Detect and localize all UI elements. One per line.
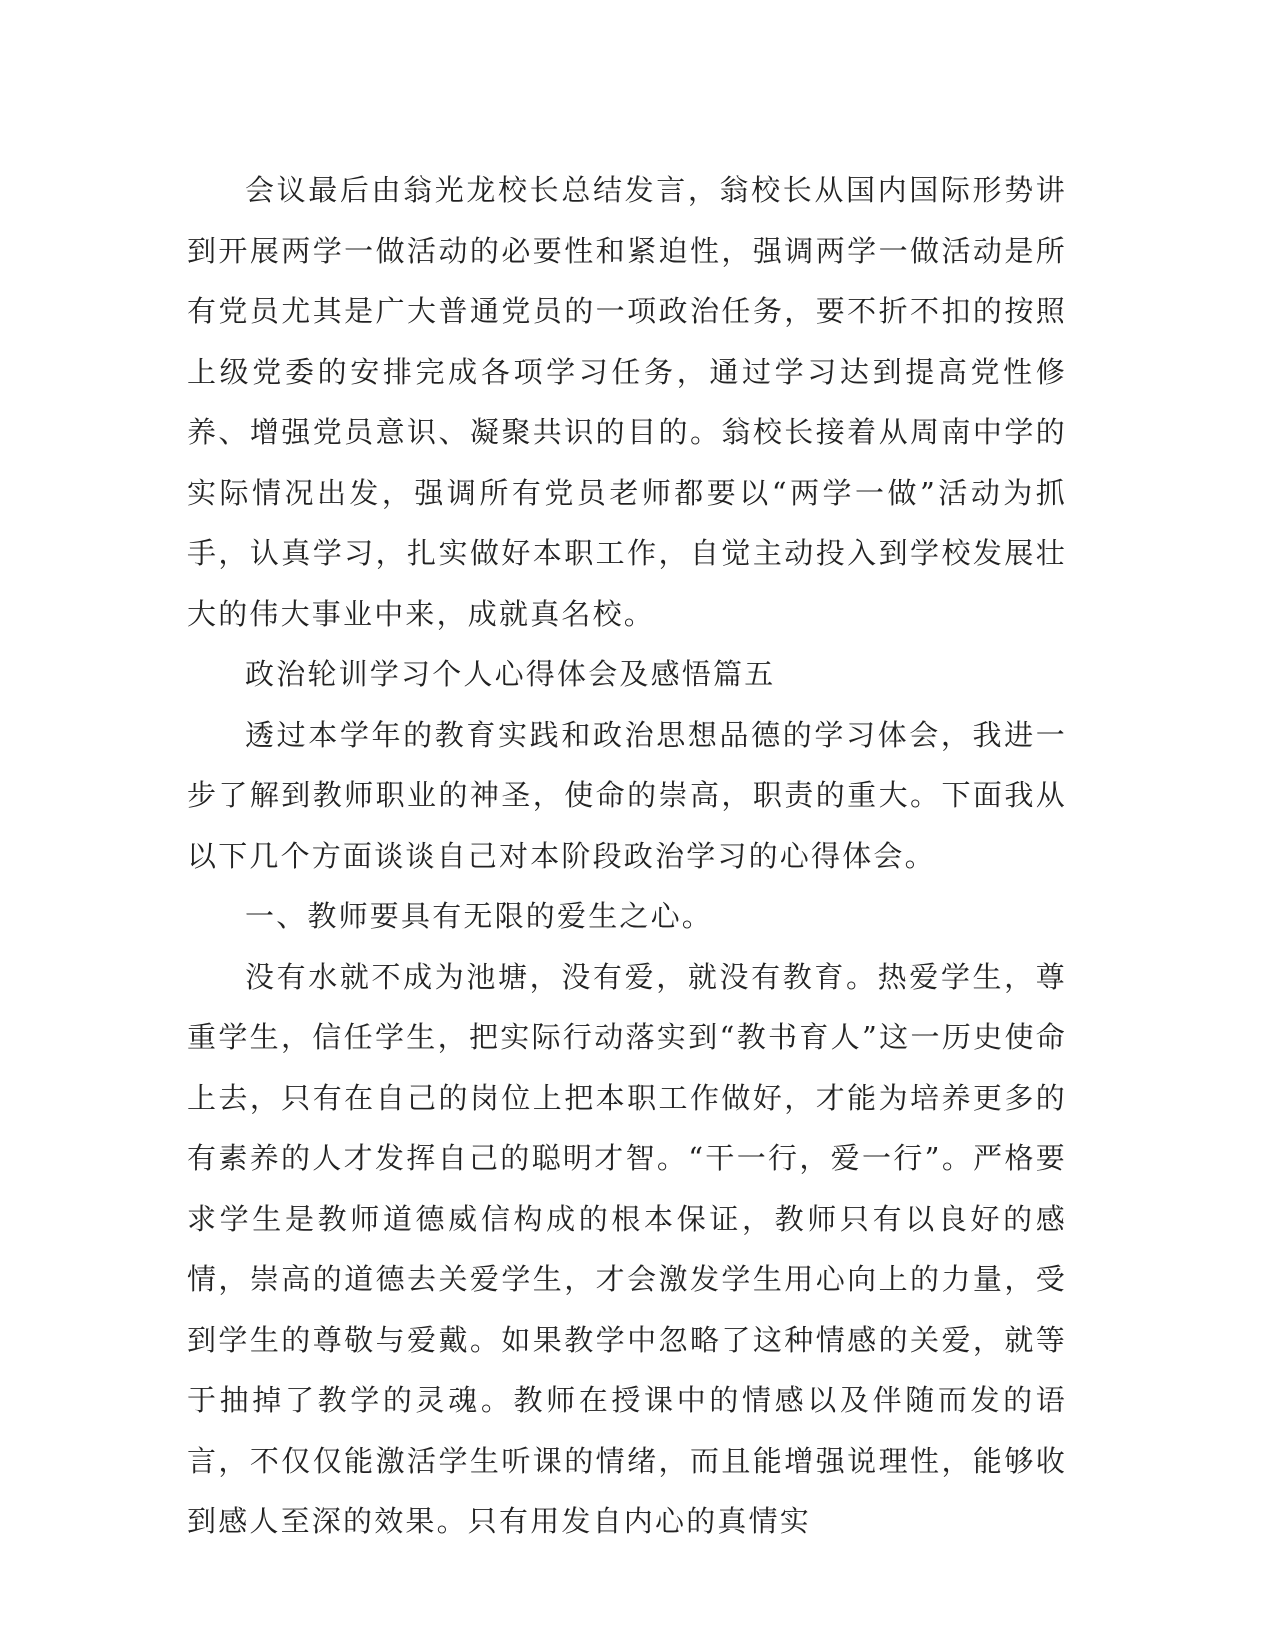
section-title: 政治轮训学习个人心得体会及感悟篇五 bbox=[245, 657, 776, 691]
paragraph-love-students: 没有水就不成为池塘，没有爱，就没有教育。热爱学生，尊重学生，信任学生，把实际行动落实到“教书育人”这一历史使命上去，只有在自己的岗位上把本职工作做好，才能为培养更多的有素养的人才发挥自己的聪明才智。“干一行，爱一行”。严格要求学生是教师道德威信构成的根本保证，教师只有以良好的感情，崇高的道德去关爱学生，才会激发学生用心向上的力量，受到学生的尊敬与爱戴。如果教学中忽略了这种情感的关爱，就等于抽掉了教学的灵魂。教师在授课中的情感以及伴随而发的语言，不仅仅能激活学生听课的情绪，而且能增强说理性，能够收到感人至深的效果。只有用发自内心的真情实 bbox=[187, 959, 1067, 1538]
paragraph-meeting-summary: 会议最后由翁光龙校长总结发言，翁校长从国内国际形势讲到开展两学一做活动的必要性和紧迫性，强调两学一做活动是所有党员尤其是广大普通党员的一项政治任务，要不折不扣的按照上级党委的安排完成各项学习任务，通过学习达到提高党性修养、增强党员意识、凝聚共识的目的。翁校长接着从周南中学的实际情况出发，强调所有党员老师都要以“两学一做”活动为抓手，认真学习，扎实做好本职工作，自觉主动投入到学校发展壮大的伟大事业中来，成就真名校。 bbox=[187, 173, 1067, 631]
subsection-title: 一、教师要具有无限的爱生之心。 bbox=[245, 899, 714, 933]
paragraph-introduction: 透过本学年的教育实践和政治思想品德的学习体会，我进一步了解到教师职业的神圣，使命的崇高，职责的重大。下面我从以下几个方面谈谈自己对本阶段政治学习的心得体会。 bbox=[187, 717, 1067, 873]
document-body bbox=[187, 160, 1067, 1552]
